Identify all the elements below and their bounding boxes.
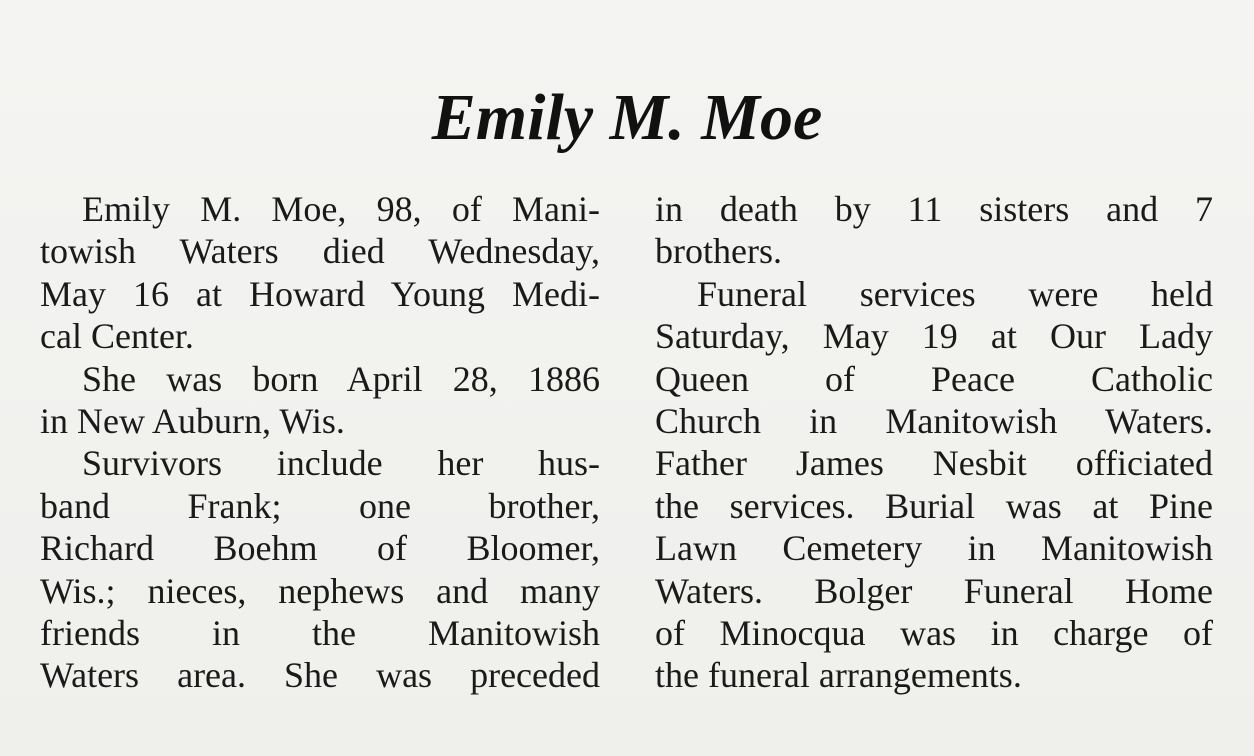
text-line: in death by 11 sisters and 7 (655, 189, 1213, 229)
text-line: Richard Boehm of Bloomer, (40, 528, 600, 569)
text-line: Wis.; nieces, nephews and many (40, 570, 600, 611)
text-line: May 16 at Howard Young Medi- (40, 273, 600, 314)
article-column-left (40, 188, 600, 697)
text-line: Church in Manitowish Waters. (655, 400, 1213, 441)
text-line: Waters. Bolger Funeral Home (655, 570, 1213, 611)
text-line: Lawn Cemetery in Manitowish (655, 528, 1213, 569)
text-line: Father James Nesbit officiated (655, 443, 1213, 484)
article-column-right (655, 188, 1213, 697)
text-line: Emily M. Moe, 98, of Mani- (82, 189, 600, 229)
text-line: Funeral services were held (697, 273, 1213, 314)
text-line: towish Waters died Wednesday, (40, 231, 600, 272)
text-line: friends in the Manitowish (40, 612, 600, 653)
text-line: cal Center. (40, 316, 194, 357)
text-line: Survivors include her hus- (82, 443, 600, 484)
text-line: She was born April 28, 1886 (82, 358, 600, 399)
text-line: Queen of Peace Catholic (655, 358, 1213, 399)
text-line: the funeral arrangements. (655, 655, 1022, 696)
text-line: brothers. (655, 231, 782, 272)
obituary-headline: Emily M. Moe (431, 81, 823, 154)
text-line: in New Auburn, Wis. (40, 400, 345, 441)
text-line: of Minocqua was in charge of (655, 612, 1213, 653)
text-line: the services. Burial was at Pine (655, 485, 1213, 526)
text-line: Saturday, May 19 at Our Lady (655, 316, 1213, 357)
text-line: Waters area. She was preceded (40, 655, 600, 696)
text-line: band Frank; one brother, (40, 485, 600, 526)
